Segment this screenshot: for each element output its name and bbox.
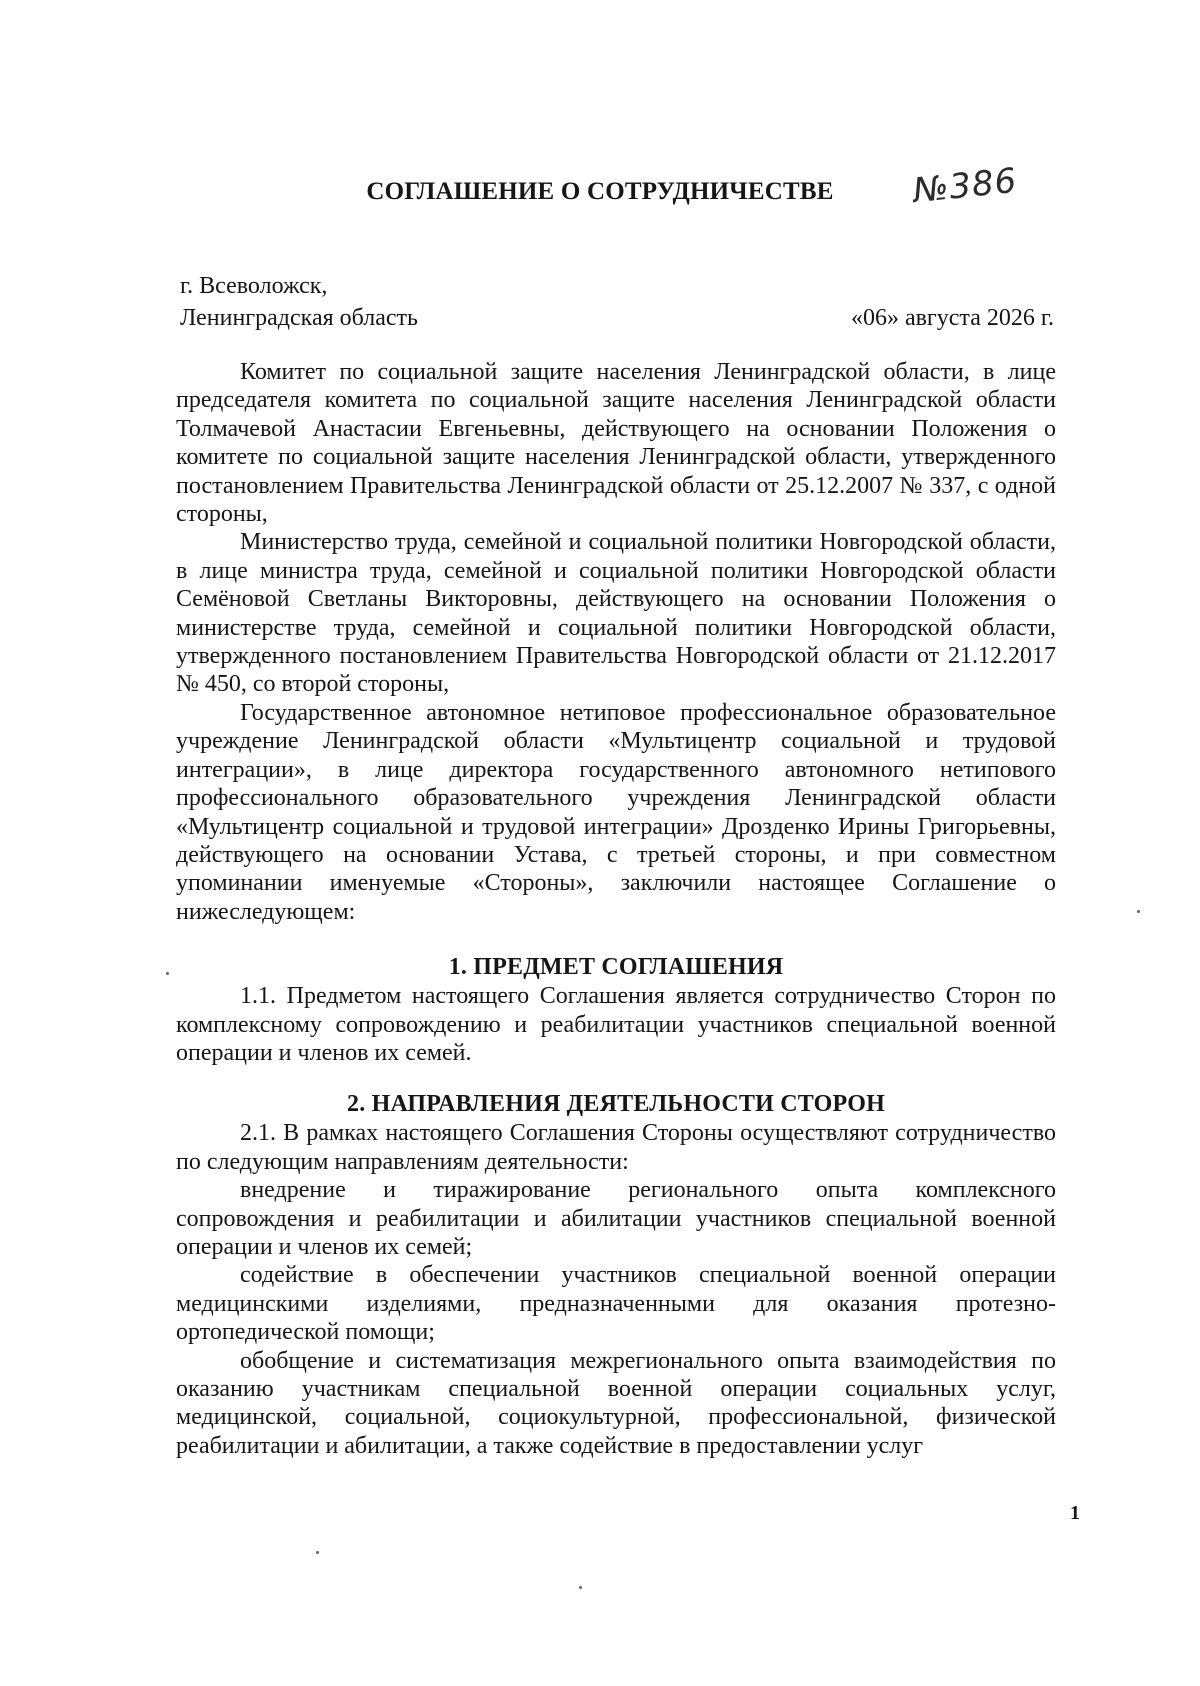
section-2-heading: 2. НАПРАВЛЕНИЯ ДЕЯТЕЛЬНОСТИ СТОРОН (347, 1091, 885, 1118)
scan-speck (316, 1551, 319, 1554)
place-city: г. Всеволожск, (180, 273, 328, 299)
document-title: СОГЛАШЕНИЕ О СОТРУДНИЧЕСТВЕ (366, 178, 834, 205)
place-block (180, 270, 418, 334)
direction-item-3: обобщение и систематизация межрегионального опыта взаимодействия по оказанию участникам специальной военной операции социальных услуг, медицинской, социальной, социокультурной, профессиональной, физической реабилитации и абилитации, а также содействие в предоставлении услуг (176, 1347, 1056, 1459)
spacer (176, 1067, 1056, 1089)
page-number: 1 (1070, 1502, 1080, 1524)
section-1-paragraph-1: 1.1. Предметом настоящего Соглашения является сотрудничество Сторон по комплексному сопровождению и реабилитации участников специальной военной операции и членов их семей. (176, 983, 1056, 1066)
scan-speck (166, 972, 169, 975)
direction-item-1: внедрение и тиражирование регионального опыта комплексного сопровождения и реабилитации и абилитации участников специальной военной операции и членов их семей; (176, 1177, 1056, 1260)
preamble-party-2: Министерство труда, семейной и социальной политики Новгородской области, в лице министра труда, семейной и социальной политики Новгородской области Семёновой Светланы Викторовны, действующего на основании Положения о министерстве труда, семейной и социальной политики Новгородской области, утвержденного постановлением Правительства Новгородской области от 21.12.2017 № 450, со второй стороны, (176, 529, 1056, 698)
place-region: Ленинградская область (180, 305, 418, 331)
agreement-date: «06» августа 2026 г. (850, 305, 1054, 331)
title-block (0, 178, 1200, 206)
preamble-party-3: Государственное автономное нетиповое профессиональное образовательное учреждение Ленинградской области «Мультицентр социальной и трудовой интеграции», в лице директора государственного автономного нетипового профессионального образовательного учреждения Ленинградской области «Мультицентр социальной и трудовой интеграции» Дрозденко Ирины Григорьевны, действующего на основании Устава, с третьей стороны, и при совместном упоминании именуемые «Стороны», заключили настоящее Соглашение о нижеследующем: (176, 699, 1056, 925)
preamble-party-1: Комитет по социальной защите населения Ленинградской области, в лице председателя комитета по социальной защите населения Ленинградской области Толмачевой Анастасии Евгеньевны, действующего на основании Положения о комитете по социальной защите населения Ленинградской области, утвержденного постановлением Правительства Ленинградской области от 25.12.2007 № 337, с одной стороны, (176, 359, 1056, 528)
document-body (176, 358, 1056, 1460)
spacer (176, 926, 1056, 952)
direction-item-2: содействие в обеспечении участников специальной военной операции медицинскими изделиями, предназначенными для оказания протезно-ортопедической помощи; (176, 1262, 1056, 1346)
handwritten-number: №386 (911, 160, 1020, 212)
section-2-paragraph-1: 2.1. В рамках настоящего Соглашения Стороны осуществляют сотрудничество по следующим направлениям деятельности: (176, 1120, 1056, 1175)
scan-speck (1137, 910, 1140, 913)
section-1-heading: 1. ПРЕДМЕТ СОГЛАШЕНИЯ (448, 954, 784, 981)
scan-speck (579, 1586, 582, 1589)
